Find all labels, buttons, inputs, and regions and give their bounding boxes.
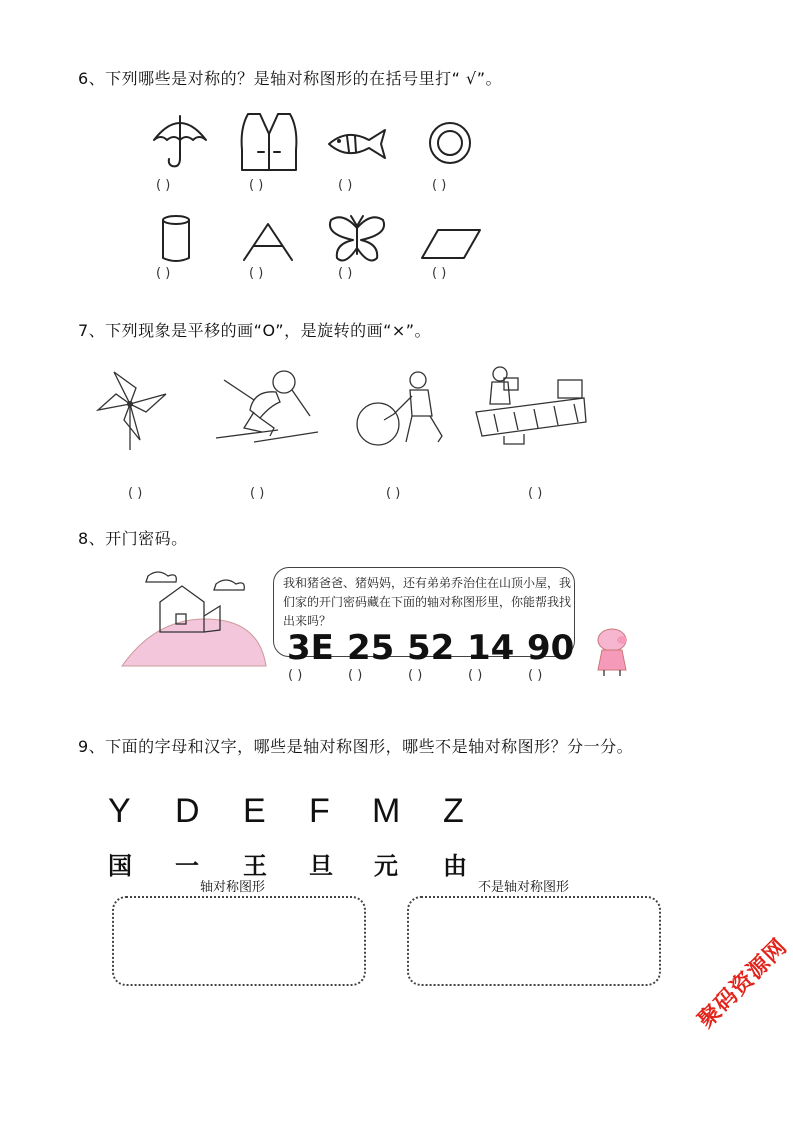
q8-paren-2[interactable]: ( ) xyxy=(348,668,363,683)
q8-paren-5[interactable]: ( ) xyxy=(528,668,543,683)
vest-icon xyxy=(238,110,300,176)
q6-paren-5[interactable]: ( ) xyxy=(156,266,171,281)
letter-5: M xyxy=(372,792,401,830)
q7-paren-2[interactable]: ( ) xyxy=(250,486,265,501)
pinwheel-icon xyxy=(96,366,170,452)
hanzi-3: 王 xyxy=(243,852,267,880)
letter-6: Z xyxy=(443,792,464,830)
q7-title: 7、下列现象是平移的画“O”，是旋转的画“×”。 xyxy=(78,321,432,340)
hanzi-5: 元 xyxy=(374,852,398,880)
umbrella-icon xyxy=(150,112,210,174)
q7-paren-4[interactable]: ( ) xyxy=(528,486,543,501)
q8-paren-1[interactable]: ( ) xyxy=(288,668,303,683)
q7-paren-1[interactable]: ( ) xyxy=(128,486,143,501)
symmetric-answer-box[interactable] xyxy=(112,896,366,986)
box-right-label: 不是轴对称图形 xyxy=(478,880,570,895)
hanzi-4: 旦 xyxy=(309,852,333,880)
letter-2: D xyxy=(175,792,200,830)
q6-paren-6[interactable]: ( ) xyxy=(249,266,264,281)
letter-1: Y xyxy=(108,792,131,830)
q6-paren-4[interactable]: ( ) xyxy=(432,178,447,193)
parallelogram-icon xyxy=(420,226,484,262)
conveyor-belt-icon xyxy=(474,364,590,448)
pig-icon xyxy=(590,626,634,678)
bubble-text: 我和猪爸爸、猪妈妈，还有弟弟乔治住在山顶小屋，我们家的开门密码藏在下面的轴对称图形里，你能帮我找出来吗？ xyxy=(283,576,572,628)
q8-title: 8、开门密码。 xyxy=(78,529,188,548)
code-3: 52 xyxy=(407,628,455,668)
watermark: 聚码资源网 xyxy=(693,934,793,1034)
not-symmetric-answer-box[interactable] xyxy=(407,896,661,986)
q8-paren-4[interactable]: ( ) xyxy=(468,668,483,683)
q6-paren-1[interactable]: ( ) xyxy=(156,178,171,193)
q6-paren-3[interactable]: ( ) xyxy=(338,178,353,193)
q6-title: 6、下列哪些是对称的？是轴对称图形的在括号里打“ √”。 xyxy=(78,69,503,88)
q6-paren-8[interactable]: ( ) xyxy=(432,266,447,281)
code-1: 3E xyxy=(287,628,334,668)
fish-icon xyxy=(325,126,389,162)
hill-house-icon xyxy=(120,566,270,670)
butterfly-icon xyxy=(325,212,389,268)
hanzi-6: 由 xyxy=(443,852,467,880)
code-2: 25 xyxy=(347,628,395,668)
code-4: 14 xyxy=(467,628,515,668)
hanzi-1: 国 xyxy=(108,852,132,880)
hanzi-2: 一 xyxy=(175,852,199,880)
code-5: 90 xyxy=(527,628,575,668)
letter-3: E xyxy=(243,792,266,830)
cylinder-icon xyxy=(158,212,194,266)
ring-icon xyxy=(427,120,473,166)
q7-paren-3[interactable]: ( ) xyxy=(386,486,401,501)
box-left-label: 轴对称图形 xyxy=(200,880,266,895)
triangle-icon xyxy=(240,218,296,264)
skier-icon xyxy=(214,366,322,446)
letter-4: F xyxy=(309,792,330,830)
q6-paren-2[interactable]: ( ) xyxy=(249,178,264,193)
q8-paren-3[interactable]: ( ) xyxy=(408,668,423,683)
boy-rolling-hoop-icon xyxy=(354,370,458,450)
q6-paren-7[interactable]: ( ) xyxy=(338,266,353,281)
q9-title: 9、下面的字母和汉字，哪些是轴对称图形，哪些不是轴对称图形？分一分。 xyxy=(78,737,634,756)
